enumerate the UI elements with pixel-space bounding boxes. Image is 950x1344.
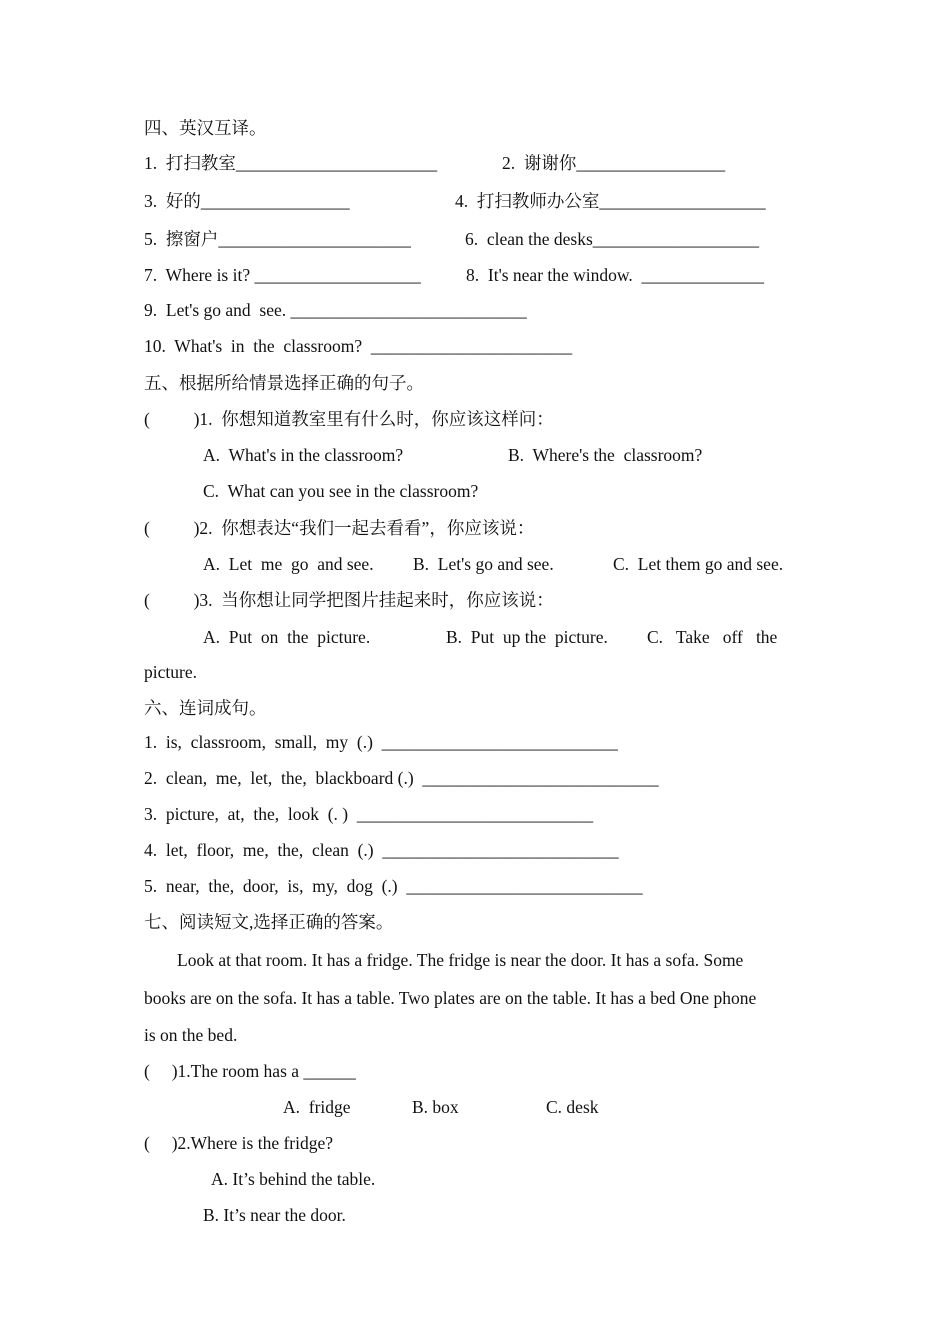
s5-q2-option-b: B. Let's go and see. — [413, 554, 554, 574]
s6-item-2: 2. clean, me, let, the, blackboard (.) ___________________________ — [144, 768, 659, 788]
section-7-title: 七、阅读短文,选择正确的答案。 — [144, 912, 394, 932]
s7-question-1: ( )1.The room has a ______ — [144, 1061, 356, 1081]
s7-passage-line-2: books are on the sofa. It has a table. Two plates are on the table. It has a bed One phone — [144, 988, 757, 1008]
s7-passage-line-3: is on the bed. — [144, 1025, 238, 1045]
s4-item-6: 6. clean the desks___________________ — [465, 229, 760, 249]
s4-item-9: 9. Let's go and see. ___________________________ — [144, 300, 527, 320]
s7-passage-line-1: Look at that room. It has a fridge. The fridge is near the door. It has a sofa. Some — [177, 950, 744, 970]
s5-question-2: ( )2. 你想表达“我们一起去看看”，你应该说： — [144, 518, 535, 538]
s6-item-5: 5. near, the, door, is, my, dog (.) ___________________________ — [144, 876, 643, 896]
s4-item-2: 2. 谢谢你_________________ — [502, 153, 726, 173]
s4-item-3: 3. 好的_________________ — [144, 191, 350, 211]
s7-q2-option-b: B. It’s near the door. — [203, 1205, 346, 1225]
s5-q3-option-c: C. Take off the — [647, 627, 778, 647]
s5-question-3: ( )3. 当你想让同学把图片挂起来时，你应该说： — [144, 590, 554, 610]
section-6-title: 六、连词成句。 — [144, 698, 267, 718]
s4-item-10: 10. What's in the classroom? _______________________ — [144, 336, 573, 356]
s4-item-1: 1. 打扫教室_______________________ — [144, 153, 438, 173]
s6-item-4: 4. let, floor, me, the, clean (.) ___________________________ — [144, 840, 619, 860]
s5-q3-option-c-continued: picture. — [144, 662, 197, 682]
section-5-title: 五、根据所给情景选择正确的句子。 — [144, 373, 424, 393]
s7-q1-option-b: B. box — [412, 1097, 459, 1117]
s7-question-2: ( )2.Where is the fridge? — [144, 1133, 334, 1153]
s7-q1-option-c: C. desk — [546, 1097, 599, 1117]
s7-q1-option-a: A. fridge — [283, 1097, 351, 1117]
s5-q2-option-a: A. Let me go and see. — [203, 554, 374, 574]
s4-item-8: 8. It's near the window. ______________ — [466, 265, 765, 285]
s4-item-5: 5. 擦窗户______________________ — [144, 229, 411, 249]
section-4-title: 四、英汉互译。 — [144, 118, 267, 138]
s4-item-7: 7. Where is it? ___________________ — [144, 265, 421, 285]
s7-q2-option-a: A. It’s behind the table. — [211, 1169, 376, 1189]
s5-q3-option-b: B. Put up the picture. — [446, 627, 608, 647]
s5-q1-option-a: A. What's in the classroom? — [203, 445, 404, 465]
s5-question-1: ( )1. 你想知道教室里有什么时，你应该这样问： — [144, 409, 554, 429]
s5-q2-option-c: C. Let them go and see. — [613, 554, 784, 574]
s4-item-4: 4. 打扫教师办公室___________________ — [455, 191, 766, 211]
s5-q1-option-c: C. What can you see in the classroom? — [203, 481, 479, 501]
s6-item-3: 3. picture, at, the, look (. ) ___________________________ — [144, 804, 594, 824]
s5-q3-option-a: A. Put on the picture. — [203, 627, 371, 647]
s5-q1-option-b: B. Where's the classroom? — [508, 445, 703, 465]
s6-item-1: 1. is, classroom, small, my (.) ___________________________ — [144, 732, 618, 752]
